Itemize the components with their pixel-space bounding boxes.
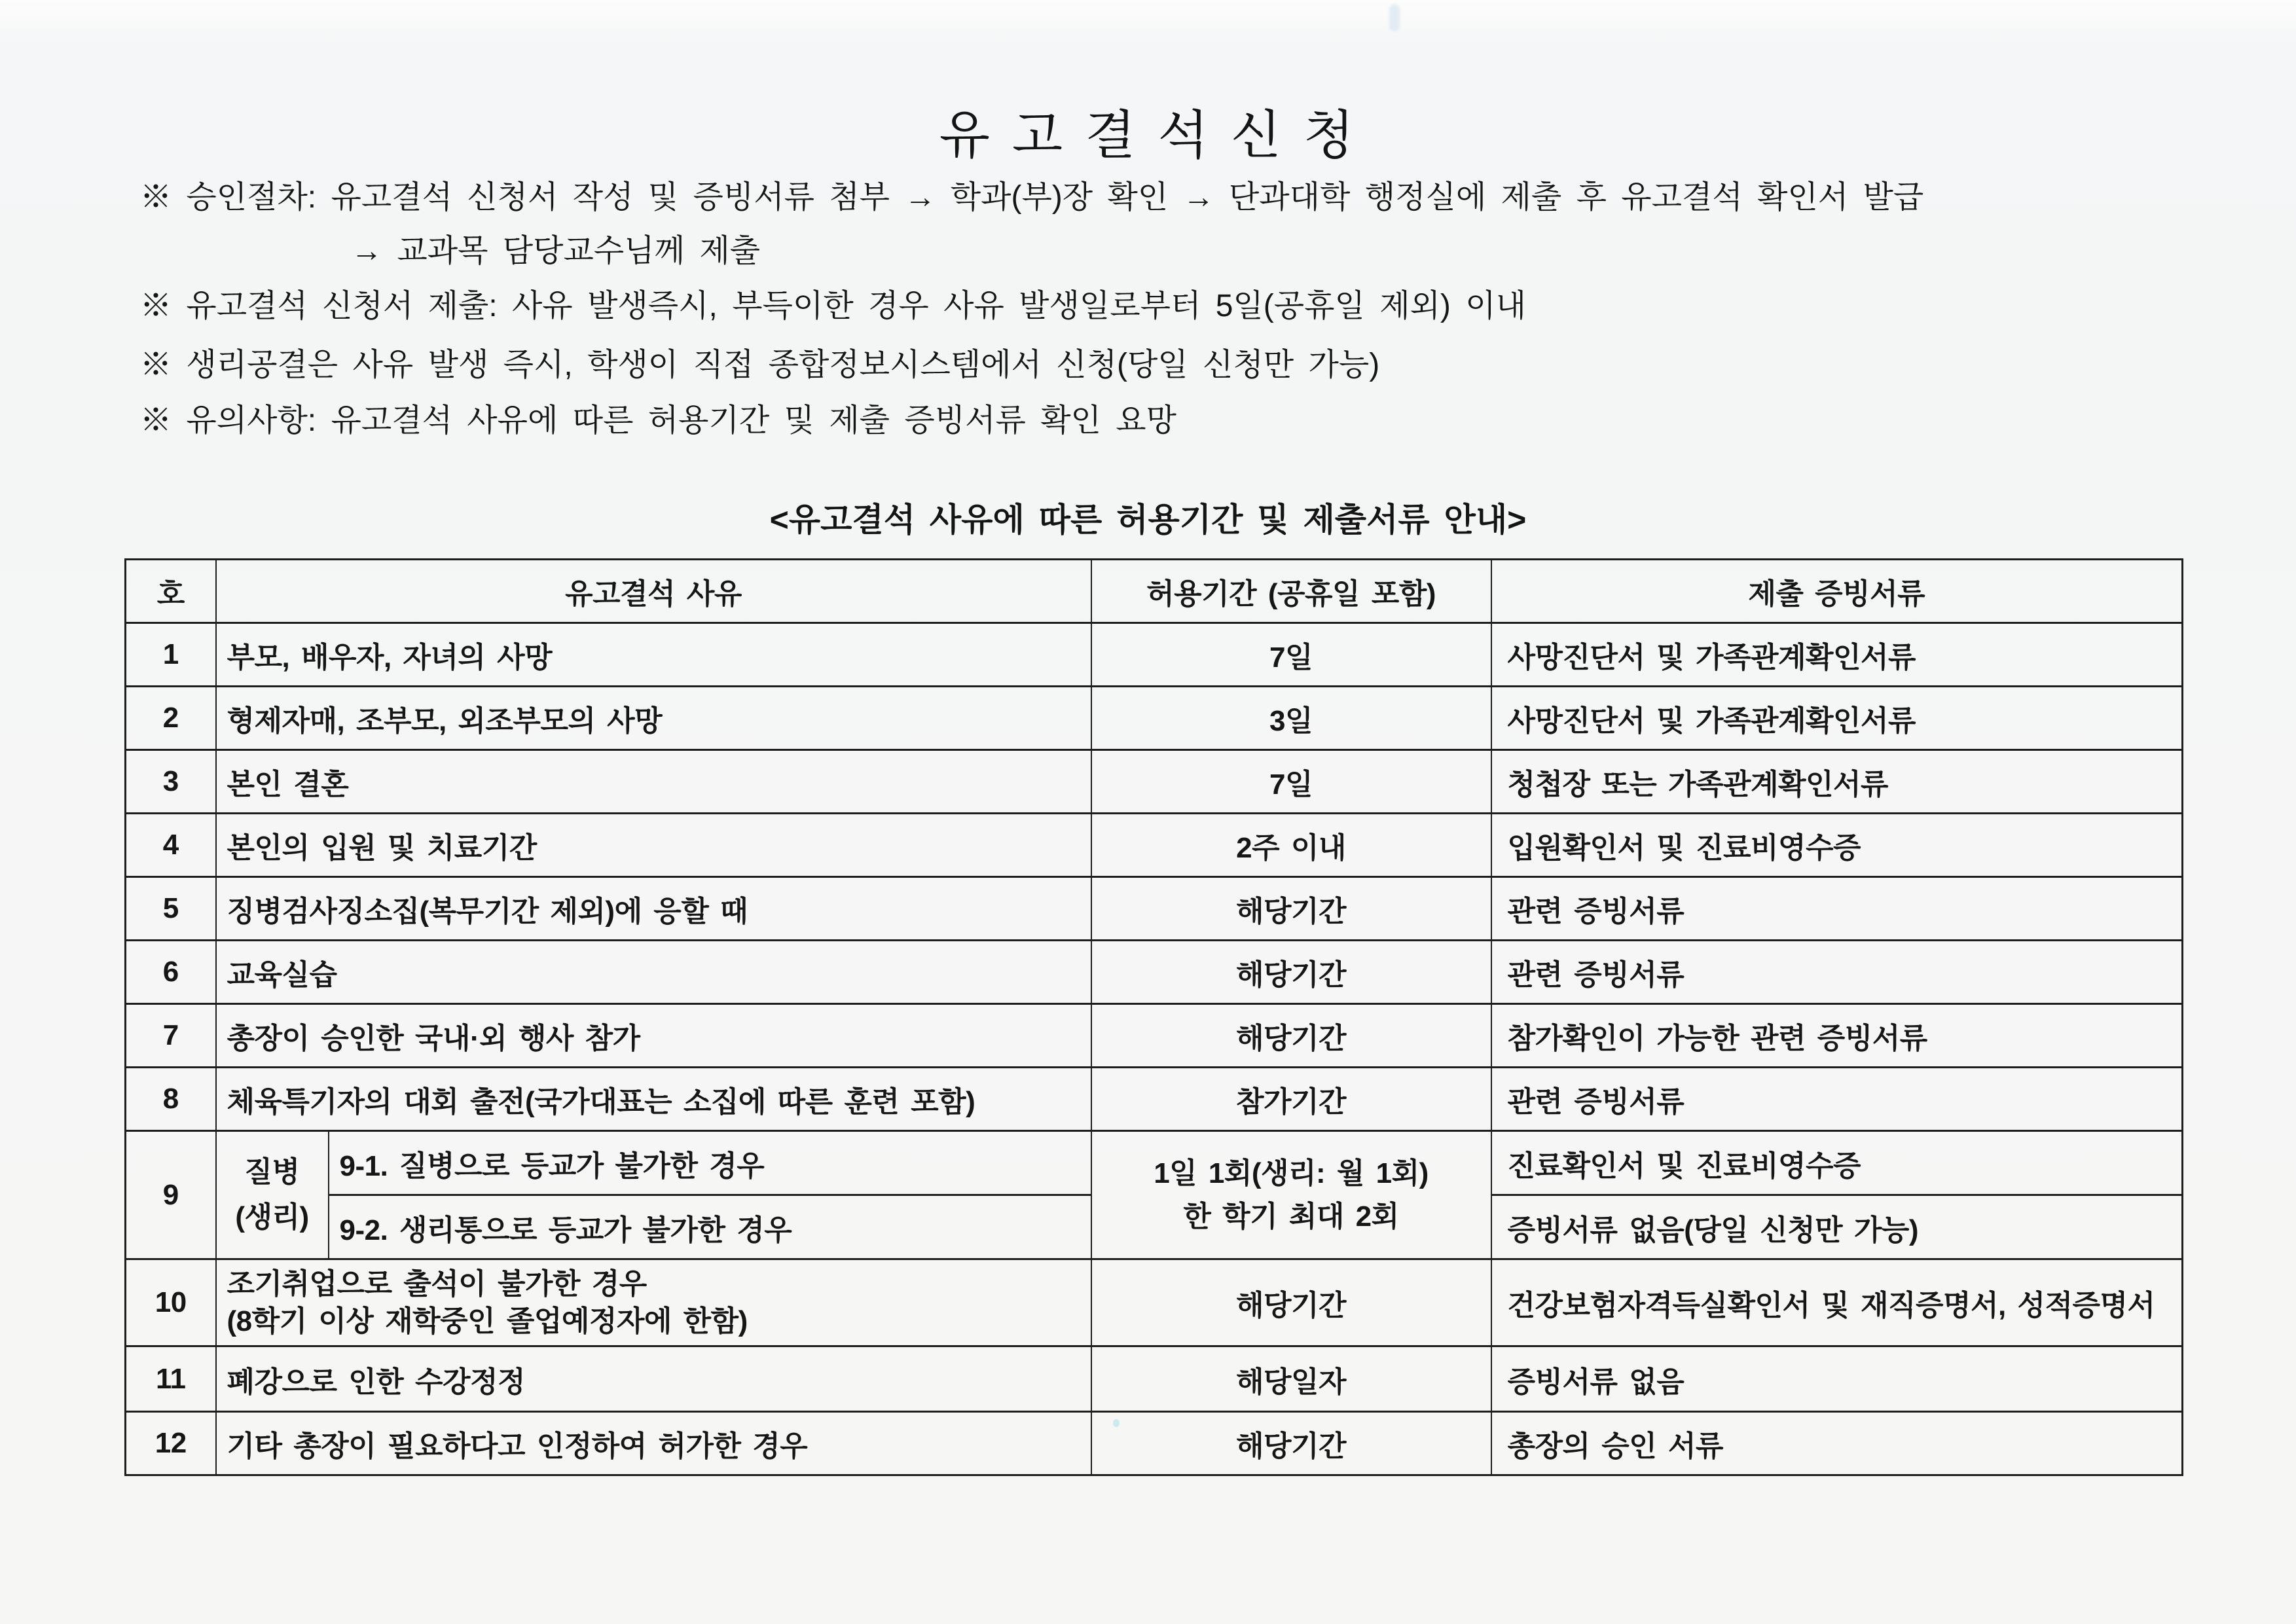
cell-period (1091, 1131, 1491, 1259)
table-row (126, 1004, 2183, 1068)
table-row (126, 1259, 2183, 1346)
cell-reason: 본인 결혼 (216, 750, 1091, 814)
cell-reason: 체육특기자의 대회 출전(국가대표는 소집에 따른 훈련 포함) (216, 1068, 1091, 1131)
cell-period: 해당일자 (1091, 1346, 1491, 1412)
table-row (126, 877, 2183, 941)
note-menstrual-absence: ※ 생리공결은 사유 발생 즉시, 학생이 직접 종합정보시스템에서 신청(당일 신청만 가능) (140, 348, 1380, 382)
table-row-9-sub1 (126, 1131, 2183, 1195)
reason-line2: (8학기 이상 재학중인 졸업예정자에 한함) (227, 1305, 748, 1337)
cell-reason: 형제자매, 조부모, 외조부모의 사망 (216, 687, 1091, 750)
reason-line1: 조기취업으로 출석이 불가한 경우 (227, 1267, 647, 1300)
period-line2: 한 학기 최대 2회 (1183, 1200, 1399, 1233)
cell-reason: 교육실습 (216, 941, 1091, 1004)
cell-no: 6 (126, 941, 216, 1004)
table-row (126, 1346, 2183, 1412)
cell-no: 4 (126, 814, 216, 877)
cell-reason: 폐강으로 인한 수강정정 (216, 1346, 1091, 1412)
cell-reason: 총장이 승인한 국내·외 행사 참가 (216, 1004, 1091, 1068)
cell-period: 7일 (1091, 750, 1491, 814)
table-row (126, 623, 2183, 687)
cell-period: 해당기간 (1091, 1412, 1491, 1475)
cell-no: 8 (126, 1068, 216, 1131)
cell-proof: 관련 증빙서류 (1491, 877, 2183, 941)
cell-no: 11 (126, 1346, 216, 1412)
absence-table (124, 558, 2183, 1476)
cell-no: 5 (126, 877, 216, 941)
scan-artifact (1389, 4, 1400, 31)
cell-sub-reason: 9-2. 생리통으로 등교가 불가한 경우 (329, 1195, 1091, 1259)
cell-proof: 건강보험자격득실확인서 및 재직증명서, 성적증명서 (1491, 1259, 2183, 1346)
period-line1: 1일 1회(생리: 월 1회) (1154, 1157, 1429, 1189)
cell-no: 2 (126, 687, 216, 750)
note-approval-procedure-continuation: → 교과목 담당교수님께 제출 (351, 234, 761, 268)
cell-category (216, 1131, 329, 1259)
category-line1: 질병 (244, 1156, 300, 1189)
table-row (126, 814, 2183, 877)
cell-proof: 관련 증빙서류 (1491, 941, 2183, 1004)
cell-reason (216, 1259, 1091, 1346)
cell-proof: 사망진단서 및 가족관계확인서류 (1491, 687, 2183, 750)
cell-no: 1 (126, 623, 216, 687)
cell-no: 3 (126, 750, 216, 814)
table-caption: <유고결석 사유에 따른 허용기간 및 제출서류 안내> (769, 501, 1527, 538)
cell-proof: 총장의 승인 서류 (1491, 1412, 2183, 1475)
cell-reason: 부모, 배우자, 자녀의 사망 (216, 623, 1091, 687)
cell-proof: 사망진단서 및 가족관계확인서류 (1491, 623, 2183, 687)
note-approval-procedure: ※ 승인절차: 유고결석 신청서 작성 및 증빙서류 첨부 → 학과(부)장 확인 → 단과대학 행정실에 제출 후 유고결석 확인서 발급 (140, 180, 1924, 215)
cell-reason: 징병검사징소집(복무기간 제외)에 응할 때 (216, 877, 1091, 941)
table-row (126, 750, 2183, 814)
cell-period: 7일 (1091, 623, 1491, 687)
table-row (126, 687, 2183, 750)
cell-reason: 기타 총장이 필요하다고 인정하여 허가한 경우 (216, 1412, 1091, 1475)
column-header-reason: 유고결석 사유 (216, 560, 1091, 623)
note-submission-deadline: ※ 유고결석 신청서 제출: 사유 발생즉시, 부득이한 경우 사유 발생일로부터 5일(공휴일 제외) 이내 (140, 289, 1526, 323)
cell-proof: 증빙서류 없음 (1491, 1346, 2183, 1412)
page-title: 유 고 결 석 신 청 (939, 107, 1357, 165)
cell-proof: 증빙서류 없음(당일 신청만 가능) (1491, 1195, 2183, 1259)
cell-no: 12 (126, 1412, 216, 1475)
cell-reason: 본인의 입원 및 치료기간 (216, 814, 1091, 877)
table-row (126, 1068, 2183, 1131)
cell-proof: 입원확인서 및 진료비영수증 (1491, 814, 2183, 877)
cell-period: 해당기간 (1091, 1259, 1491, 1346)
cell-period: 참가기간 (1091, 1068, 1491, 1131)
cell-proof: 참가확인이 가능한 관련 증빙서류 (1491, 1004, 2183, 1068)
cell-period: 해당기간 (1091, 1004, 1491, 1068)
cell-proof: 관련 증빙서류 (1491, 1068, 2183, 1131)
cell-no: 7 (126, 1004, 216, 1068)
column-header-no: 호 (126, 560, 216, 623)
cell-no: 9 (126, 1131, 216, 1259)
cell-period: 해당기간 (1091, 877, 1491, 941)
cell-period: 3일 (1091, 687, 1491, 750)
cell-proof: 청첩장 또는 가족관계확인서류 (1491, 750, 2183, 814)
category-line2: (생리) (235, 1200, 309, 1233)
table-header-row (126, 560, 2183, 623)
cell-sub-reason: 9-1. 질병으로 등교가 불가한 경우 (329, 1131, 1091, 1195)
table-row (126, 941, 2183, 1004)
cell-period: 2주 이내 (1091, 814, 1491, 877)
cell-period: 해당기간 (1091, 941, 1491, 1004)
column-header-proof: 제출 증빙서류 (1491, 560, 2183, 623)
cell-proof: 진료확인서 및 진료비영수증 (1491, 1131, 2183, 1195)
table-row (126, 1412, 2183, 1475)
note-caution: ※ 유의사항: 유고결석 사유에 따른 허용기간 및 제출 증빙서류 확인 요망 (140, 403, 1177, 438)
cell-no: 10 (126, 1259, 216, 1346)
column-header-period: 허용기간 (공휴일 포함) (1091, 560, 1491, 623)
